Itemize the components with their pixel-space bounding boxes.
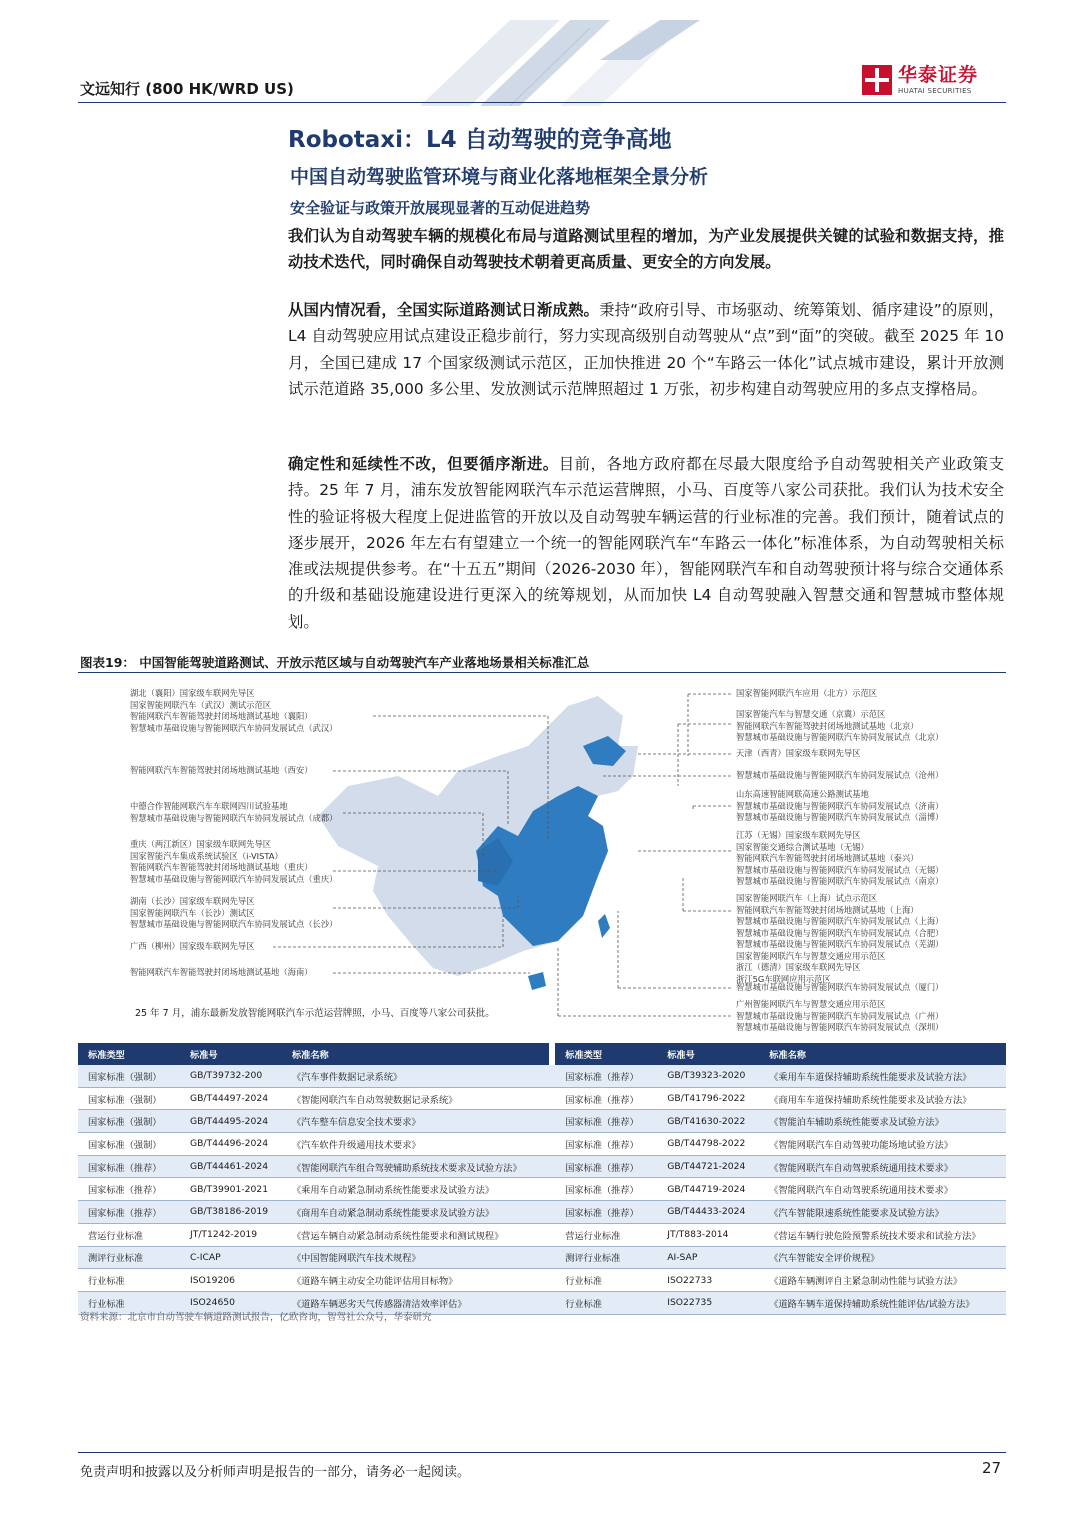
figure-title: 图表19： 中国智能驾驶道路测试、开放示范区域与自动驾驶汽车产业落地场景相关标准汇总 (80, 655, 590, 670)
cell-type: 国家标准（强制） (78, 1110, 180, 1133)
section-title: Robotaxi：L4 自动驾驶的竞争高地 (288, 127, 672, 153)
cell-type: 国家标准（推荐） (555, 1110, 657, 1133)
cell-name: 《道路车辆恶劣天气传感器清洁效率评估》 (282, 1291, 549, 1314)
header-decoration (360, 20, 740, 106)
col-header-type-right: 标准类型 (555, 1043, 657, 1065)
cell-type: 行业标准 (555, 1291, 657, 1314)
cell-type: 行业标准 (555, 1269, 657, 1292)
cell-number: GB/T38186-2019 (180, 1201, 282, 1224)
cell-name: 《道路车辆主动安全功能评估用目标物》 (282, 1269, 549, 1292)
cell-number: GB/T44719-2024 (657, 1178, 759, 1201)
cell-number: GB/T44433-2024 (657, 1201, 759, 1224)
cell-number: GB/T44497-2024 (180, 1087, 282, 1110)
cell-number: ISO22733 (657, 1269, 759, 1292)
cell-number: GB/T41630-2022 (657, 1110, 759, 1133)
cell-number: AI-SAP (657, 1246, 759, 1269)
cell-name: 《中国智能网联汽车技术规程》 (282, 1246, 549, 1269)
cell-type: 行业标准 (78, 1269, 180, 1292)
cell-number: ISO22735 (657, 1291, 759, 1314)
cell-name: 《营运车辆自动紧急制动系统性能要求和测试规程》 (282, 1223, 549, 1246)
cell-name: 《道路车辆测评自主紧急制动性能与试验方法》 (759, 1269, 1006, 1292)
cell-type: 国家标准（强制） (78, 1133, 180, 1156)
cell-number: JT/T883-2014 (657, 1223, 759, 1246)
cell-type: 营运行业标准 (555, 1223, 657, 1246)
right-label-tianjin: 天津（西青）国家级车联网先导区 (736, 748, 861, 758)
left-label-hunan: 湖南（长沙）国家级车联网先导区 国家智能网联汽车（长沙）测试区 智慧城市基础设施与智能网联汽车协同发展试点（长沙） (130, 896, 338, 929)
cell-name: 《汽车软件升级通用技术要求》 (282, 1133, 549, 1156)
cell-type: 国家标准（推荐） (78, 1201, 180, 1224)
paragraph-lead: 确定性和延续性不改，但要循序渐进。 (288, 455, 559, 473)
paragraph-domestic-testing (288, 297, 1004, 402)
huatai-logo-icon (862, 65, 892, 95)
cell-number: GB/T44798-2022 (657, 1133, 759, 1156)
cell-name: 《智能网联汽车自动驾驶数据记录系统》 (282, 1087, 549, 1110)
cell-name: 《智能网联汽车自动驾驶功能场地试验方法》 (759, 1133, 1006, 1156)
standards-table (78, 1043, 1006, 1315)
cell-number: GB/T44721-2024 (657, 1155, 759, 1178)
cell-name: 《商用车车道保持辅助系统性能要求及试验方法》 (759, 1087, 1006, 1110)
left-label-chongqing: 重庆（两江新区）国家级车联网先导区 国家智能汽车集成系统试验区（i-VISTA） 智能网联汽车智能驾驶封闭场地测试基地（重庆） 智慧城市基础设施与智能网联汽车协同发展试点（重庆） (130, 839, 338, 884)
right-label-shanghai: 国家智能网联汽车（上海）试点示范区 智能网联汽车智能驾驶封闭场地测试基地（上海） 智慧城市基础设施与智能网联汽车协同发展试点（上海） 智慧城市基础设施与智能网联汽车协同发展试点（合肥） 智慧城市基础设施与智能网联汽车协同发展试点（芜湖） 国家智能网联汽车与智慧交通应用示范区 浙江（德清）国家级车联网先导区 浙江5G车联网应用示范区 (736, 893, 944, 984)
china-map-figure (78, 676, 1006, 1038)
taiwan-outline (598, 914, 610, 938)
cell-name: 《商用车自动紧急制动系统性能要求及试验方法》 (282, 1201, 549, 1224)
footer-disclaimer: 免责声明和披露以及分析师声明是报告的一部分，请务必一起阅读。 (80, 1465, 471, 1480)
cell-type: 国家标准（强制） (78, 1065, 180, 1087)
table-row (78, 1133, 1006, 1156)
paragraph-text: 秉持“政府引导、市场驱动、统筹策划、循序建设”的原则，L4 自动驾驶应用试点建设正稳步前行，努力实现高级别自动驾驶从“点”到“面”的突破。截至 2025 年 10 月，全国已建成 17 个国家级测试示范区，正加快推进 20 个“车路云一体化”试点城市建设，累计开放测试示范道路 35,000 多公里、发放测试示范牌照超过 1 万张，初步构建自动驾驶应用的多点支撑格局。 (288, 301, 1004, 398)
col-header-number-right: 标准号 (657, 1043, 759, 1065)
left-label-hainan: 智能网联汽车智能驾驶封闭场地测试基地（海南） (130, 967, 313, 977)
cell-number: GB/T39901-2021 (180, 1178, 282, 1201)
cell-type: 国家标准（强制） (78, 1087, 180, 1110)
logo-text-cn: 华泰证券 (898, 63, 979, 86)
logo-text-en: HUATAI SECURITIES (898, 86, 972, 95)
cell-number: GB/T44461-2024 (180, 1155, 282, 1178)
right-label-xiamen: 智慧城市基础设施与智能网联汽车协同发展试点（厦门） (736, 982, 944, 992)
cell-type: 国家标准（推荐） (555, 1201, 657, 1224)
right-label-cangzhou: 智慧城市基础设施与智能网联汽车协同发展试点（沧州） (736, 770, 944, 780)
cell-type: 国家标准（推荐） (555, 1178, 657, 1201)
cell-number: GB/T39323-2020 (657, 1065, 759, 1087)
paragraph-summary: 我们认为自动驾驶车辆的规模化布局与道路测试里程的增加，为产业发展提供关键的试验和数据支持，推动技术迭代，同时确保自动驾驶技术朝着更高质量、更安全的方向发展。 (288, 227, 1004, 272)
right-label-north: 国家智能网联汽车应用（北方）示范区 (736, 688, 878, 698)
cell-name: 《智能网联汽车自动驾驶系统通用技术要求》 (759, 1178, 1006, 1201)
cell-type: 测评行业标准 (78, 1246, 180, 1269)
table-row (78, 1155, 1006, 1178)
cell-number: ISO19206 (180, 1269, 282, 1292)
right-label-guangdong: 广州智能网联汽车与智慧交通应用示范区 智慧城市基础设施与智能网联汽车协同发展试点（广州） 智慧城市基础设施与智能网联汽车协同发展试点（深圳） (736, 999, 944, 1032)
cell-name: 《汽车智能限速系统性能要求及试验方法》 (759, 1201, 1006, 1224)
cell-name: 《智能网联汽车自动驾驶系统通用技术要求》 (759, 1155, 1006, 1178)
cell-type: 国家标准（推荐） (555, 1133, 657, 1156)
cell-number: GB/T39732-200 (180, 1065, 282, 1087)
table-body (78, 1065, 1006, 1314)
cell-name: 《汽车整车信息安全技术要求》 (282, 1110, 549, 1133)
cell-name: 《营运车辆行驶危险预警系统技术要求和试验方法》 (759, 1223, 1006, 1246)
cell-name: 《乘用车自动紧急制动系统性能要求及试验方法》 (282, 1178, 549, 1201)
map-note: 25 年 7 月，浦东最新发放智能网联汽车示范运营牌照，小马、百度等八家公司获批。 (135, 1008, 495, 1019)
cell-number: C-ICAP (180, 1246, 282, 1269)
col-header-number-left: 标准号 (180, 1043, 282, 1065)
left-label-guangxi: 广西（柳州）国家级车联网先导区 (130, 941, 255, 951)
col-header-name-right: 标准名称 (759, 1043, 1006, 1065)
page-number: 27 (982, 1459, 1002, 1477)
cell-type: 行业标准 (78, 1291, 180, 1314)
left-label-hubei: 湖北（襄阳）国家级车联网先导区 国家智能网联汽车（武汉）测试示范区 智能网联汽车智能驾驶封闭场地测试基地（襄阳） 智慧城市基础设施与智能网联汽车协同发展试点（武汉） (130, 688, 338, 733)
cell-number: JT/T1242-2019 (180, 1223, 282, 1246)
table-row (78, 1269, 1006, 1292)
cell-type: 国家标准（推荐） (555, 1087, 657, 1110)
cell-name: 《智能网联汽车组合驾驶辅助系统技术要求及试验方法》 (282, 1155, 549, 1178)
cell-type: 国家标准（推荐） (78, 1155, 180, 1178)
company-ticker: 文远知行 (800 HK/WRD US) (80, 80, 294, 98)
table-header-row (78, 1043, 1006, 1065)
cell-number: GB/T44495-2024 (180, 1110, 282, 1133)
cell-type: 国家标准（推荐） (555, 1065, 657, 1087)
table-row (78, 1110, 1006, 1133)
paragraph-policy-continuity (288, 451, 1004, 635)
cell-type: 国家标准（推荐） (78, 1178, 180, 1201)
cell-number: GB/T44496-2024 (180, 1133, 282, 1156)
right-label-jiangsu: 江苏（无锡）国家级车联网先导区 国家智能交通综合测试基地（无锡） 智能网联汽车智能驾驶封闭场地测试基地（泰兴） 智慧城市基础设施与智能网联汽车协同发展试点（无锡） 智慧城市基础设施与智能网联汽车协同发展试点（南京） (736, 830, 944, 886)
cell-name: 《智能泊车辅助系统性能要求及试验方法》 (759, 1110, 1006, 1133)
header-divider (78, 102, 1006, 103)
cell-name: 《汽车智能安全评价规程》 (759, 1246, 1006, 1269)
huatai-logo (862, 62, 1002, 98)
paragraph-lead: 从国内情况看，全国实际道路测试日渐成熟。 (288, 301, 600, 319)
paragraph-text: 目前，各地方政府都在尽最大限度给予自动驾驶相关产业政策支持。25 年 7 月，浦东发放智能网联汽车示范运营牌照，小马、百度等八家公司获批。我们认为技术安全性的验证将极大程度上促进监管的开放以及自动驾驶车辆运营的行业标准的完善。我们预计，随着试点的逐步展开，2026 年左右有望建立一个统一的智能网联汽车“车路云一体化”标准体系，为自动驾驶相关标准或法规提供参考。在“十五五”期间（2026-2030 年），智能网联汽车和自动驾驶预计将与综合交通体系的升级和基础设施建设进行更深入的统筹规划，从而加快 L4 自动驾驶融入智慧交通和智慧城市整体规划。 (288, 455, 1004, 631)
right-label-shandong: 山东高速智能网联高速公路测试基地 智慧城市基础设施与智能网联汽车协同发展试点（济南） 智慧城市基础设施与智能网联汽车协同发展试点（淄博） (736, 789, 944, 822)
hainan-outline (528, 972, 546, 990)
cell-type: 营运行业标准 (78, 1223, 180, 1246)
section-subheading: 安全验证与政策开放展现显著的互动促进趋势 (290, 199, 591, 217)
source-note: 资料来源：北京市自动驾驶车辆道路测试报告，亿欧咨询，智驾社公众号，华泰研究 (80, 1312, 432, 1323)
section-subtitle: 中国自动驾驶监管环境与商业化落地框架全景分析 (290, 166, 709, 188)
cell-name: 《汽车事件数据记录系统》 (282, 1065, 549, 1087)
col-header-type-left: 标准类型 (78, 1043, 180, 1065)
cell-type: 国家标准（推荐） (555, 1155, 657, 1178)
table-row (78, 1201, 1006, 1224)
col-header-name-left: 标准名称 (282, 1043, 549, 1065)
table-row (78, 1087, 1006, 1110)
cell-name: 《道路车辆车道保持辅助系统性能评估/试验方法》 (759, 1291, 1006, 1314)
cell-type: 测评行业标准 (555, 1246, 657, 1269)
table-row (78, 1246, 1006, 1269)
left-label-sichuan: 中德合作智能网联汽车车联网四川试验基地 智慧城市基础设施与智能网联汽车协同发展试点（成都） (130, 801, 338, 823)
table-row (78, 1065, 1006, 1087)
cell-number: ISO24650 (180, 1291, 282, 1314)
left-label-xian: 智能网联汽车智能驾驶封闭场地测试基地（西安） (130, 765, 313, 775)
right-label-beijing: 国家智能汽车与智慧交通（京冀）示范区 智能网联汽车智能驾驶封闭场地测试基地（北京） 智慧城市基础设施与智能网联汽车协同发展试点（北京） (736, 709, 944, 742)
footer-divider (78, 1452, 1006, 1453)
table-row (78, 1178, 1006, 1201)
table-row (78, 1223, 1006, 1246)
cell-number: GB/T41796-2022 (657, 1087, 759, 1110)
cell-name: 《乘用车车道保持辅助系统性能要求及试验方法》 (759, 1065, 1006, 1087)
figure-divider (78, 672, 1006, 673)
